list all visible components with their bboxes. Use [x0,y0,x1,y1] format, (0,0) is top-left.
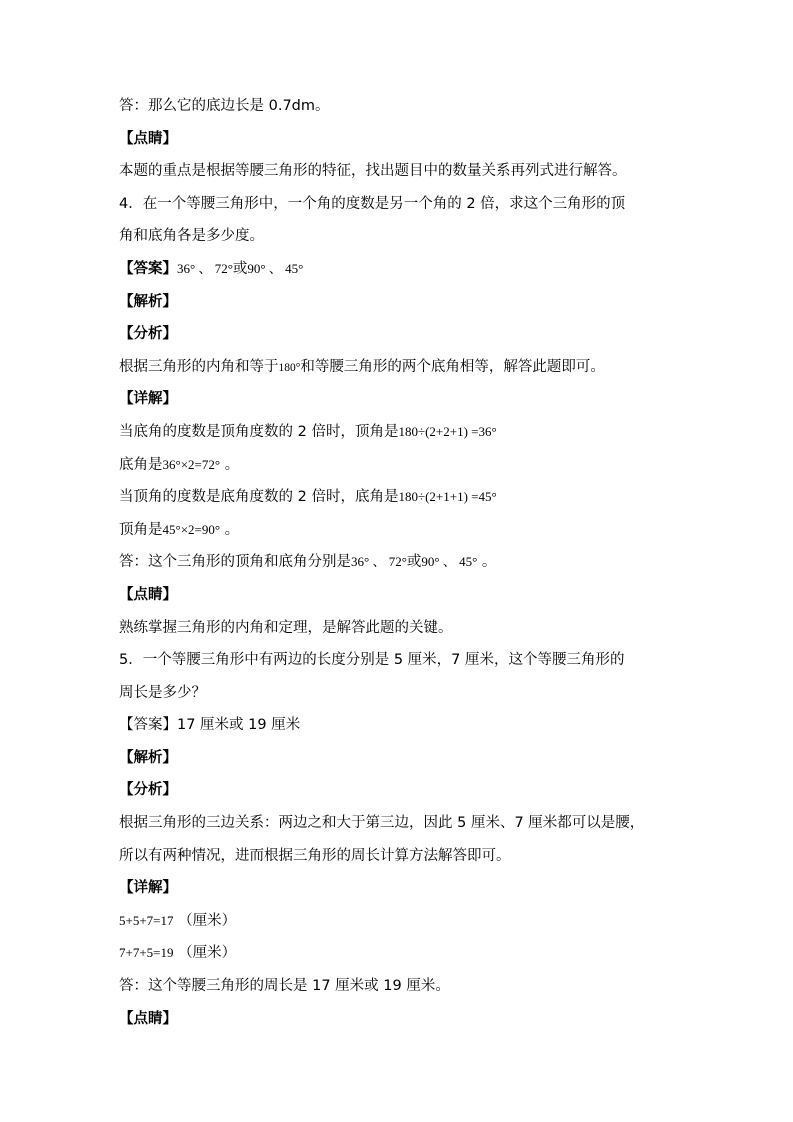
detail-line-2: 底角是36°×2=72° 。 [119,456,240,473]
equation-2: 7+7+5=19 （厘米） [119,945,237,962]
detail-line-4: 顶角是45°×2=90° 。 [119,521,240,538]
section-heading-key-point: 【点睛】 [119,130,177,147]
question-5-line-2: 周长是多少？ [119,684,206,701]
question-5-answer: 【答案】17 厘米或 19 厘米 [119,717,301,734]
analysis-text: 根据三角形的内角和等于180°和等腰三角形的两个底角相等，解答此题即可。 [119,358,605,375]
section-heading-analysis: 【分析】 [119,326,177,343]
detail-line-1: 当底角的度数是顶角度数的 2 倍时，顶角是180÷(2+2+1) =36° [119,423,497,440]
equation-1: 5+5+7=17 （厘米） [119,912,237,929]
question-4-final-answer: 答：这个三角形的顶角和底角分别是36° 、 72°或90° 、 45° 。 [119,554,497,571]
section-heading-detail: 【详解】 [119,391,177,408]
section-heading-analysis: 【分析】 [119,782,177,799]
analysis-text-line-2: 所以有两种情况，进而根据三角形的周长计算方法解答即可。 [119,847,511,864]
section-heading-explanation: 【解析】 [119,293,177,310]
analysis-text-line-1: 根据三角形的三边关系：两边之和大于第三边，因此 5 厘米、7 厘米都可以是腰， [119,815,645,832]
section-heading-explanation: 【解析】 [119,749,177,766]
key-point-text: 熟练掌握三角形的内角和定理，是解答此题的关键。 [119,619,453,636]
section-heading-key-point: 【点睛】 [119,586,177,603]
answer-line: 答：那么它的底边长是 0.7dm。 [119,98,330,114]
question-4-line-1: 4．在一个等腰三角形中，一个角的度数是另一个角的 2 倍，求这个三角形的顶 [119,195,626,212]
section-heading-key-point: 【点睛】 [119,1010,177,1027]
question-4-line-2: 角和底角各是多少度。 [119,228,264,245]
question-4-answer: 【答案】36° 、 72°或90° 、 45° [119,260,304,277]
question-5-line-1: 5．一个等腰三角形中有两边的长度分别是 5 厘米，7 厘米，这个等腰三角形的 [119,652,625,669]
key-point-text: 本题的重点是根据等腰三角形的特征，找出题目中的数量关系再列式进行解答。 [119,163,627,180]
question-5-final-answer: 答：这个等腰三角形的周长是 17 厘米或 19 厘米。 [119,978,450,995]
document-page [119,96,679,1041]
section-heading-detail: 【详解】 [119,880,177,897]
detail-line-3: 当顶角的度数是底角度数的 2 倍时，底角是180÷(2+1+1) =45° [119,489,497,506]
